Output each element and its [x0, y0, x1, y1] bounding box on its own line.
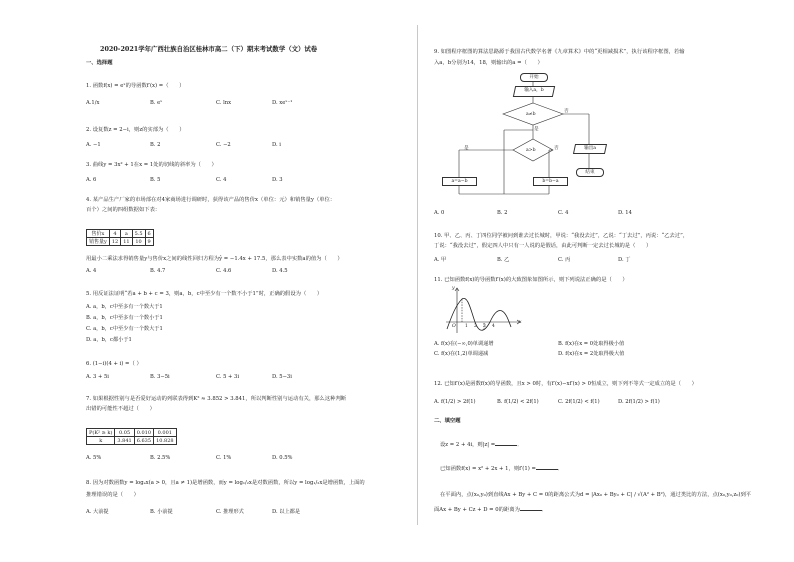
- flow-no-1: 否: [564, 109, 569, 114]
- q8-stem-line2: 推理错误的是（ ）: [86, 492, 139, 498]
- table-row: [87, 437, 177, 445]
- q13-line: [440, 440, 523, 449]
- q1-opt-d[interactable]: D. xeˣ⁻¹: [272, 100, 293, 106]
- q14-line: [440, 464, 563, 473]
- q3-opt-a[interactable]: A. 6: [86, 177, 97, 183]
- q6-opt-a[interactable]: A. 3 + 5i: [86, 374, 109, 380]
- table-cell: 11: [121, 238, 132, 246]
- q14-text: 已知函数f(x) = x² + 2x + 1，则f′(1) =: [440, 466, 536, 472]
- q12-stem: 12. 已知f′(x)是函数f(x)的导函数，且x > 0时，有f′(x)−xf′(x) > 0恒成立，则下列不等式一定成立的是（ ）: [434, 381, 697, 387]
- q1-opt-b[interactable]: B. eˣ: [150, 100, 163, 106]
- q15-end: ．: [541, 507, 548, 513]
- table-cell: 6.635: [134, 437, 153, 445]
- flow-cond1: a≠b: [526, 112, 536, 117]
- q10-opt-d[interactable]: D. 丁: [618, 257, 631, 263]
- q4-stem-line3: 用最小二乘法求得销售量y与售价x之间的线性回归方程为ŷ = −1.4x + 17.5，那么表中实数a的值为（ ）: [86, 256, 343, 262]
- q4-data-table: [86, 229, 154, 246]
- q1-opt-c[interactable]: C. lnx: [216, 100, 232, 106]
- q12-opt-c[interactable]: C. 2f(1/2) < f(1): [558, 399, 600, 405]
- q7-kk-table: [86, 428, 177, 445]
- graph-tick-2: 2: [474, 324, 477, 329]
- q15-line1: 在平面内，点(x₀,y₀)到直线Ax + By + C = 0的距离公式为d = |Ax₀ + By₀ + C| / √(A² + B²)，通过类比的方法，点(x₀,y₀,z₀)到平: [440, 492, 752, 498]
- q3-opt-c[interactable]: C. 4: [216, 177, 227, 183]
- q11-opt-a[interactable]: A. f(x)在(−∞,0)单调递增: [434, 341, 494, 347]
- flow-end: 结束: [576, 168, 604, 177]
- q7-stem-line1: 7. 如果根据性别与是否爱好运动的列联表得到K² ≈ 3.852 > 3.841，所以判断性别与运动有关，那么这种判断: [86, 396, 347, 402]
- table-cell: 0.010: [134, 429, 153, 437]
- q1-stem: 1. 函数f(x) = eˣ的导函数f′(x) =（ ）: [86, 83, 185, 89]
- q8-opt-d[interactable]: D. 以上都是: [272, 509, 301, 515]
- q2-opt-b[interactable]: B. 2: [150, 142, 161, 148]
- q4-stem-line2: 百个）之间的四组数据如下表：: [86, 207, 161, 213]
- q6-opt-c[interactable]: C. 5 + 3i: [216, 374, 239, 380]
- exam-title: 2020-2021学年广西壮族自治区桂林市高二（下）期末考试数学（文）试卷: [100, 45, 318, 53]
- q10-opt-b[interactable]: B. 乙: [497, 257, 510, 263]
- q9-stem-line2: 入a，b分别为14，18，则输出的a =（ ）: [434, 60, 543, 66]
- graph-tick-4: 4: [492, 324, 495, 329]
- q6-opt-b[interactable]: B. 3−5i: [150, 374, 170, 380]
- q6-opt-d[interactable]: D. 5−3i: [272, 374, 292, 380]
- q9-flowchart: [434, 70, 634, 200]
- graph-tick-3: 3: [483, 324, 486, 329]
- q10-stem-line1: 10. 甲、乙、丙、丁四位同学被问到谁去过长城时，甲说：“我没去过”，乙说：“丁去过”，丙说：“乙去过”，: [434, 233, 689, 239]
- q8-opt-b[interactable]: B. 小前提: [150, 509, 173, 515]
- flow-start: 开始: [520, 73, 548, 82]
- q8-stem-line1: 8. 因为对数函数y = logₐx(a > 0，且a ≠ 1)是增函数，而y = log₁/₂x是对数函数，所以y = log₁/₂x是增函数，上面的: [86, 480, 365, 486]
- q4-opt-a[interactable]: A. 4: [86, 268, 97, 274]
- graph-x-label: x: [519, 320, 522, 325]
- table-row: [87, 230, 154, 238]
- q3-opt-d[interactable]: D. 3: [272, 177, 283, 183]
- q9-stem-line1: 9. 如图程序框图的算法思路源于我国古代数学名著《九章算术》中的“更相减损术”，执行该程序框图，若输: [434, 49, 685, 55]
- q8-opt-a[interactable]: A. 大前提: [86, 509, 109, 515]
- q3-opt-b[interactable]: B. 5: [150, 177, 161, 183]
- flow-assign-b: b=b−a: [533, 177, 568, 186]
- q5-opt-d[interactable]: D. a，b，c都小于1: [86, 337, 132, 343]
- table-cell: P(K² ≥ k): [87, 429, 115, 437]
- table-cell: 10: [132, 238, 145, 246]
- table-cell: 9: [145, 238, 153, 246]
- q11-opt-b[interactable]: B. f(x)在x = 0处取得极小值: [558, 341, 625, 347]
- table-row: [87, 429, 177, 437]
- q15-answer-blank[interactable]: [520, 505, 542, 511]
- q2-opt-a[interactable]: A. −1: [86, 142, 101, 148]
- q13-text: 设z = 2 + 4i，则|z| =: [440, 442, 496, 448]
- table-cell: 12: [109, 238, 120, 246]
- q1-opt-a[interactable]: A.1/x: [86, 100, 100, 106]
- q11-stem: 11. 已知函数f(x)的导函数f′(x)的大致图象如图所示，则下列说法正确的是（ ）: [434, 277, 628, 283]
- graph-tick-1: 1: [465, 324, 468, 329]
- table-cell: 售价x: [87, 230, 110, 238]
- q5-stem: 5. 用反证法证明“若a + b + c = 3，则a，b，c中至少有一个数不小于1”时，正确的假设为（ ）: [86, 291, 323, 297]
- flow-output: [573, 144, 607, 154]
- q4-stem-line1: 4. 某产品生产厂家的市场部在对4家商场进行调研时，获得该产品的售价x（单位：元）和销售量y（单位：: [86, 197, 336, 203]
- q2-opt-c[interactable]: C. −2: [216, 142, 231, 148]
- flow-yes-2: 是: [464, 146, 469, 151]
- q9-opt-d[interactable]: D. 14: [618, 210, 632, 216]
- table-cell: 0.001: [154, 429, 177, 437]
- q5-opt-b[interactable]: B. a，b，c中至多有一个数小于1: [86, 315, 163, 321]
- q10-opt-c[interactable]: C. 丙: [558, 257, 571, 263]
- q15-line2: [434, 505, 547, 514]
- q11-opt-d[interactable]: D. f(x)在x = 2处取得极大值: [558, 351, 625, 357]
- table-cell: 6: [145, 230, 153, 238]
- q12-opt-b[interactable]: B. f(1/2) < 2f(1): [497, 399, 539, 405]
- table-row: [87, 238, 154, 246]
- q5-opt-a[interactable]: A. a，b，c中至多有一个数大于1: [86, 304, 163, 310]
- q7-opt-c[interactable]: C. 1%: [216, 455, 232, 461]
- flow-input: [513, 86, 555, 97]
- table-cell: 5.5: [132, 230, 145, 238]
- section-fill: 二、填空题: [434, 418, 461, 424]
- q5-opt-c[interactable]: C. a，b，c中至少有一个数大于1: [86, 326, 163, 332]
- flow-input-label: 输入a，b: [524, 88, 544, 93]
- q7-opt-d[interactable]: D. 0.5%: [272, 455, 293, 461]
- section-choice: 一、选择题: [86, 60, 113, 66]
- q6-stem: 6. (1−i)(4 + i) =（ ）: [86, 361, 142, 367]
- flow-assign-a: a=a−b: [442, 177, 477, 186]
- table-cell: 3.841: [115, 437, 134, 445]
- q3-stem: 3. 曲线y = 3x² + 1在x = 1处的切线的斜率为（ ）: [86, 162, 217, 168]
- table-cell: 销售量y: [87, 238, 110, 246]
- q10-opt-a[interactable]: A. 甲: [434, 257, 447, 263]
- table-cell: 10.828: [154, 437, 177, 445]
- q9-opt-c[interactable]: C. 4: [558, 210, 569, 216]
- q7-opt-a[interactable]: A. 5%: [86, 455, 102, 461]
- q7-stem-line2: 出错的可能性不超过（ ）: [86, 406, 155, 412]
- q13-end: ．: [517, 442, 523, 448]
- q9-opt-b[interactable]: B. 2: [497, 210, 508, 216]
- flow-cond2: a>b: [526, 148, 536, 153]
- q9-opt-a[interactable]: A. 0: [434, 210, 445, 216]
- flow-yes-1: 是: [534, 127, 539, 132]
- q10-stem-line2: 丁说：“我没去过”，假定四人中只有一人说的是假话，由此可判断一定去过长城的是（ ）: [434, 243, 652, 249]
- q7-opt-b[interactable]: B. 2.5%: [150, 455, 171, 461]
- q2-stem: 2. 设复数z = 2−i，则z的实部为（ ）: [86, 127, 185, 133]
- column-divider: [417, 25, 418, 525]
- flow-output-label: 输出a: [584, 146, 597, 151]
- q11-derivative-graph: [444, 285, 524, 335]
- table-cell: k: [87, 437, 115, 445]
- q11-opt-c[interactable]: C. f(x)在(1,2)单调递减: [434, 351, 489, 357]
- table-cell: a: [121, 230, 132, 238]
- q14-answer-blank[interactable]: [536, 464, 558, 470]
- graph-y-label: y: [452, 286, 455, 291]
- table-cell: 4: [109, 230, 120, 238]
- q4-opt-b[interactable]: B. 4.7: [150, 268, 166, 274]
- q8-opt-c[interactable]: C. 推理形式: [216, 509, 244, 515]
- q15-text: 面Ax + By + Cz + D = 0的距离为: [434, 507, 520, 513]
- graph-origin-label: O: [452, 324, 456, 329]
- q4-opt-c[interactable]: C. 4.6: [216, 268, 232, 274]
- q4-opt-d[interactable]: D. 4.5: [272, 268, 288, 274]
- table-cell: 0.05: [115, 429, 134, 437]
- flow-no-2: 否: [554, 146, 559, 151]
- q12-opt-d[interactable]: D. 2f(1/2) > f(1): [618, 399, 660, 405]
- q13-answer-blank[interactable]: [495, 440, 517, 446]
- q14-end: ．: [557, 466, 564, 472]
- q2-opt-d[interactable]: D. i: [272, 142, 281, 148]
- q12-opt-a[interactable]: A. f(1/2) > 2f(1): [434, 399, 476, 405]
